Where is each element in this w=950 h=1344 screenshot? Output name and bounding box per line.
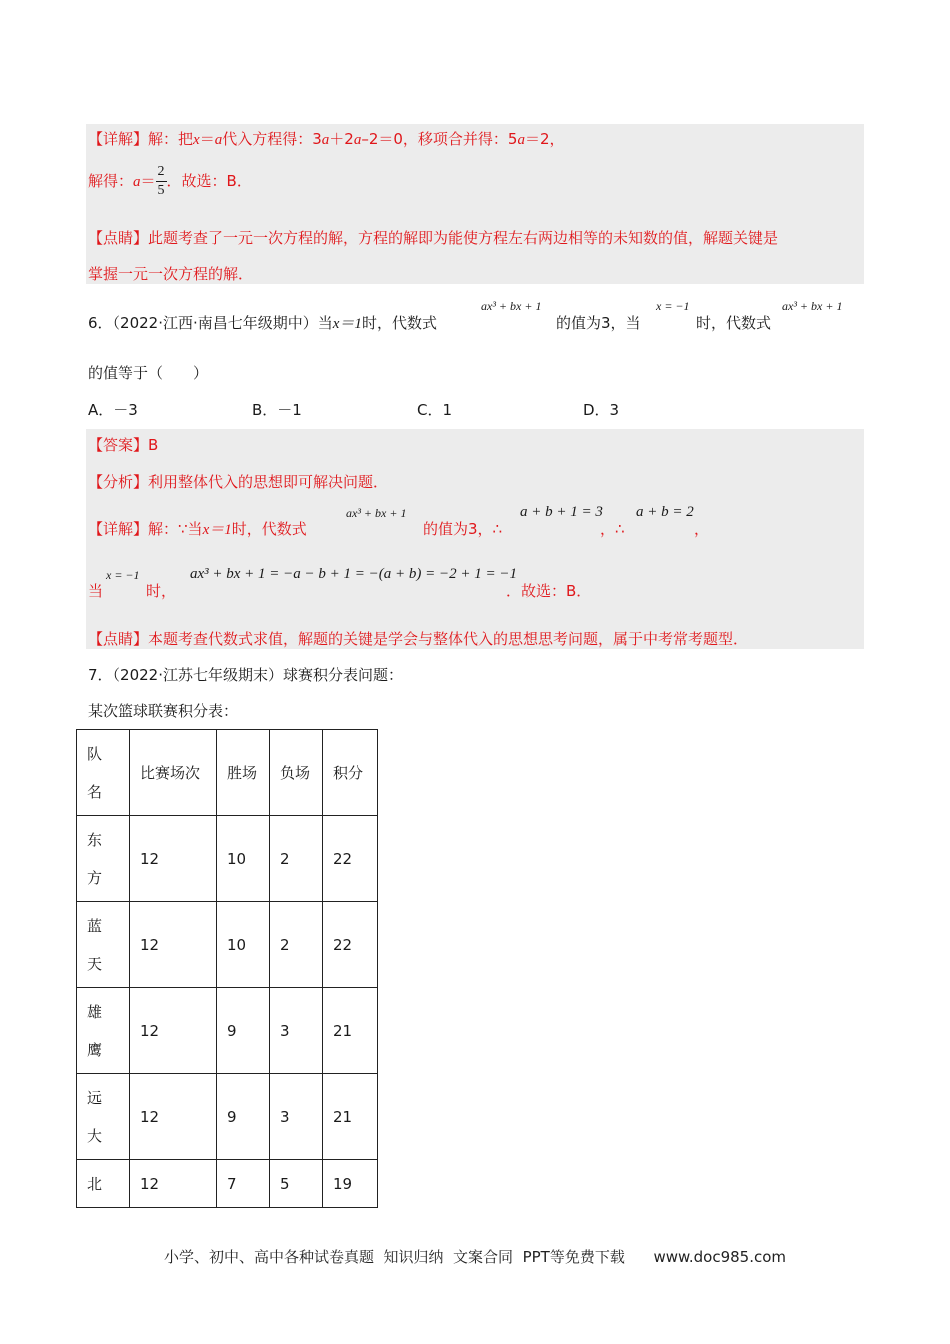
q6-detail-eq1: a + b + 1 = 3 bbox=[520, 504, 603, 520]
q6-detail-comma: ， bbox=[694, 520, 710, 538]
q6-option-a: A．－3 bbox=[88, 401, 138, 419]
q5-comment-line1: 【点睛】此题考查了一元一次方程的解，方程的解即为能使方程左右两边相等的未知数的值，解题关键是 bbox=[88, 229, 779, 247]
page-footer: 小学、初中、高中各种试卷真题 知识归纳 文案合同 PPT等免费下载 www.doc985.com bbox=[163, 1248, 787, 1266]
comment-label: 【点睛】 bbox=[88, 229, 149, 247]
q6-detail-line1: 【详解】解：∵当x＝1时，代数式 bbox=[88, 520, 307, 538]
q6-end-text: ．故选：B． bbox=[506, 582, 592, 600]
q6-analysis: 【分析】利用整体代入的思想即可解决问题． bbox=[88, 473, 389, 491]
q6-when-x: x = −1 bbox=[106, 568, 140, 582]
table-cell: 9 bbox=[217, 1074, 270, 1160]
score-table bbox=[76, 729, 378, 1208]
table-cell: 2 bbox=[270, 902, 323, 988]
team-name-cell: 远 大 bbox=[77, 1074, 130, 1160]
q6-option-c: C．1 bbox=[417, 401, 453, 419]
table-row bbox=[77, 988, 378, 1074]
table-cell: 22 bbox=[323, 816, 378, 902]
table-cell: 12 bbox=[130, 1074, 217, 1160]
q6-question-when2: 时，代数式 bbox=[696, 314, 772, 332]
team-name-cell: 雄 鹰 bbox=[77, 988, 130, 1074]
table-cell: 19 bbox=[323, 1160, 378, 1208]
table-cell: 22 bbox=[323, 902, 378, 988]
q6-long-equation: ax³ + bx + 1 = −a − b + 1 = −(a + b) = −2 + 1 = −1 bbox=[190, 566, 518, 582]
q5-comment-line2: 掌握一元一次方程的解． bbox=[88, 265, 254, 283]
table-cell: 3 bbox=[270, 1074, 323, 1160]
header-cell: 胜场 bbox=[217, 730, 270, 816]
q6-question-line1: 6．（2022·江西·南昌七年级期中）当x＝1时，代数式 bbox=[88, 314, 437, 332]
table-cell: 5 bbox=[270, 1160, 323, 1208]
table-cell: 7 bbox=[217, 1160, 270, 1208]
question-number: 6． bbox=[88, 314, 113, 332]
table-cell: 12 bbox=[130, 1160, 217, 1208]
q6-expr-2: ax³ + bx + 1 bbox=[782, 299, 843, 313]
table-row bbox=[77, 902, 378, 988]
table-cell: 12 bbox=[130, 988, 217, 1074]
table-row bbox=[77, 1074, 378, 1160]
q6-detail-eq2: a + b = 2 bbox=[636, 504, 694, 520]
q6-when-label: 当 bbox=[88, 582, 104, 600]
table-cell: 21 bbox=[323, 988, 378, 1074]
team-name-cell: 蓝 天 bbox=[77, 902, 130, 988]
table-row bbox=[77, 1160, 378, 1208]
q7-question: 7．（2022·江苏七年级期末）球赛积分表问题： bbox=[88, 666, 403, 684]
q7-subtitle: 某次篮球联赛积分表： bbox=[88, 702, 239, 720]
q6-solution-panel bbox=[86, 429, 864, 649]
fraction-two-fifths: $\frac{2}{5}$ bbox=[157, 164, 165, 198]
q6-answer: 【答案】B bbox=[88, 436, 159, 454]
header-cell: 队 名 bbox=[77, 730, 130, 816]
table-cell: 10 bbox=[217, 816, 270, 902]
header-cell: 比赛场次 bbox=[130, 730, 217, 816]
q6-when-text2: 时， bbox=[146, 582, 177, 600]
q6-question-line2: 的值等于（ ） bbox=[88, 364, 209, 382]
table-header-row bbox=[77, 730, 378, 816]
table-cell: 21 bbox=[323, 1074, 378, 1160]
question-number: 7． bbox=[88, 666, 113, 684]
team-name-cell: 东 方 bbox=[77, 816, 130, 902]
table-cell: 2 bbox=[270, 816, 323, 902]
table-cell: 9 bbox=[217, 988, 270, 1074]
team-name-cell: 北 bbox=[77, 1160, 130, 1208]
q5-detail-line: 【详解】解：把x＝a代入方程得：3a＋2a–2＝0，移项合并得：5a＝2， bbox=[88, 130, 565, 148]
q6-option-b: B．－1 bbox=[252, 401, 302, 419]
q6-detail-expr: ax³ + bx + 1 bbox=[346, 506, 407, 520]
q6-question-value: 的值为3，当 bbox=[556, 314, 641, 332]
table-row bbox=[77, 816, 378, 902]
q6-option-d: D．3 bbox=[583, 401, 620, 419]
table-cell: 10 bbox=[217, 902, 270, 988]
q5-solve-line: 解得：a＝ $\frac{2}{5}$ ．故选：B． bbox=[88, 164, 252, 198]
header-cell: 负场 bbox=[270, 730, 323, 816]
table-cell: 12 bbox=[130, 816, 217, 902]
table-cell: 3 bbox=[270, 988, 323, 1074]
q6-comment: 【点睛】本题考查代数式求值，解题的关键是学会与整体代入的思想思考问题，属于中考常考题型． bbox=[88, 630, 749, 648]
table-cell: 12 bbox=[130, 902, 217, 988]
q6-detail-value: 的值为3，∴ bbox=[423, 520, 503, 538]
q6-x-neg1: x = −1 bbox=[656, 299, 690, 313]
detail-label: 【详解】 bbox=[88, 130, 149, 148]
header-cell: 积分 bbox=[323, 730, 378, 816]
q6-detail-therefore: ，∴ bbox=[600, 520, 625, 538]
q6-expr-1: ax³ + bx + 1 bbox=[481, 299, 542, 313]
